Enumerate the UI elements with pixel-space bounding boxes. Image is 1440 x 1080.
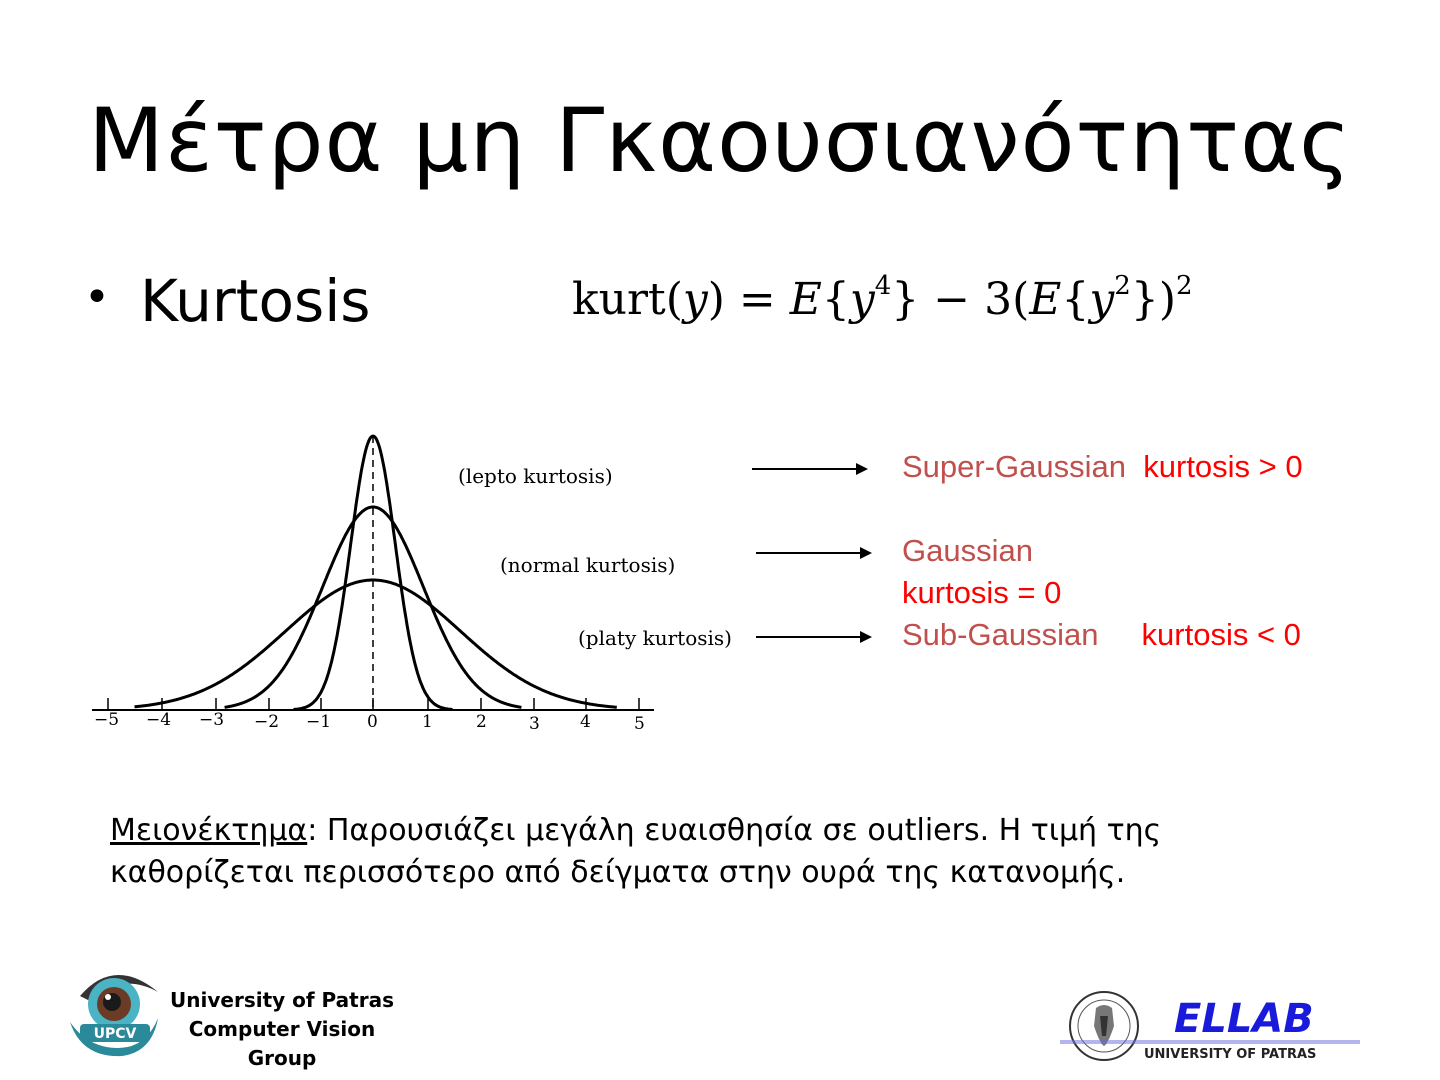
gaussian-desc — [902, 530, 1122, 614]
sub-gaussian-desc — [902, 614, 1302, 656]
x-ticks — [108, 698, 639, 710]
arrow-gaussian — [756, 546, 876, 560]
tick-label: 5 — [634, 714, 645, 734]
tick-label: −5 — [94, 710, 120, 730]
tick-label: −3 — [199, 710, 225, 730]
university-text: University of Patras Computer Vision Group — [170, 988, 394, 1070]
kurtosis-graph — [88, 420, 758, 760]
super-gaussian-desc — [902, 446, 1322, 488]
arrow-sub-gaussian — [756, 630, 876, 644]
super-gaussian-value: kurtosis > 0 — [1143, 449, 1303, 484]
sub-gaussian-name: Sub-Gaussian — [902, 617, 1099, 652]
tick-label: 0 — [367, 712, 378, 732]
drawback-paragraph — [110, 810, 1330, 894]
bullet-text: Kurtosis — [140, 267, 371, 335]
arrow-super-gaussian — [752, 462, 872, 476]
ellab-logo — [1060, 986, 1360, 1066]
svg-text:ELLAB: ELLAB — [1174, 996, 1314, 1042]
lepto-label: (lepto kurtosis) — [458, 464, 613, 488]
gaussian-name: Gaussian — [902, 533, 1033, 568]
tick-label: 3 — [529, 714, 540, 734]
super-gaussian-name: Super-Gaussian — [902, 449, 1127, 484]
platy-label: (platy kurtosis) — [578, 626, 732, 650]
tick-label: −2 — [254, 712, 280, 732]
tick-label: 2 — [476, 712, 487, 732]
drawback-text: : Παρουσιάζει μεγάλη ευαισθησία σε outliers. Η τιμή της καθορίζεται περισσότερο από δείγματα στην ουρά της κατανομής. — [110, 813, 1162, 890]
kurtosis-formula: kurt(y) = $E\{y^4\} - 3(E\{y^2\})^2$ — [572, 271, 1193, 325]
platy-curve — [135, 580, 617, 707]
normal-label: (normal kurtosis) — [500, 553, 676, 577]
upcv-logo — [62, 962, 166, 1066]
gaussian-value: kurtosis = 0 — [902, 575, 1062, 610]
svg-text:UPCV: UPCV — [93, 1026, 137, 1042]
sub-gaussian-value: kurtosis < 0 — [1141, 617, 1301, 652]
tick-label: 4 — [580, 712, 591, 732]
tick-label: −1 — [306, 712, 332, 732]
drawback-label: Μειονέκτημα — [110, 813, 308, 848]
tick-label: −4 — [146, 710, 172, 730]
bullet-point: • — [84, 272, 110, 323]
svg-text:UNIVERSITY OF PATRAS: UNIVERSITY OF PATRAS — [1144, 1047, 1317, 1062]
slide-title: Μέτρα μη Γκαουσιανότητας — [88, 89, 1352, 192]
tick-label: 1 — [422, 712, 433, 732]
